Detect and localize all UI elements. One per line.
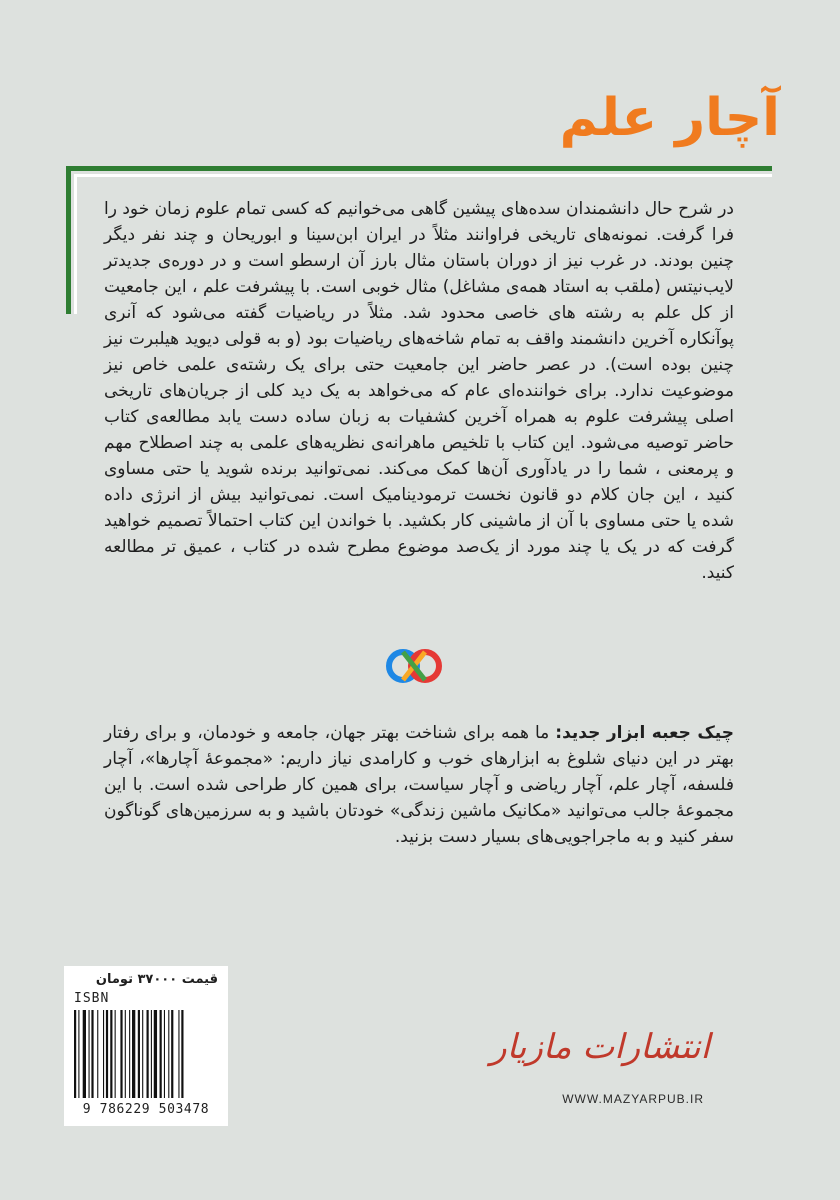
frame-line-top xyxy=(66,166,772,171)
isbn-digits: 9 786229 503478 xyxy=(82,1102,210,1117)
frame-line-top-inner xyxy=(74,174,772,177)
frame-line-left-inner xyxy=(74,174,77,314)
barcode-icon xyxy=(72,1010,220,1098)
publisher-name: انتشارات مازیار xyxy=(490,1027,710,1067)
series-lead: چیک جعبه ابزار جدید: xyxy=(555,723,734,743)
isbn-label: ISBN xyxy=(74,991,110,1006)
series-description xyxy=(104,720,734,850)
series-body: ما همه برای شناخت بهتر جهان، جامعه و خودمان، و برای رفتار بهتر در این دنیای شلوغ به ابزارهای خوب و کارامدی نیاز داریم: «مجموعهٔ آچارها»، آچار فلسفه، آچار علم، آچار ریاضی و آچار سیاست، برای همین کار طراحی شده است. با این مجموعهٔ جالب می‌توانید «مکانیک ماشین زندگی» خودتان باشید و به سرزمین‌های گوناگون سفر کنید و به ماجراجویی‌های بسیار دست بزنید. xyxy=(104,723,734,847)
barcode-panel xyxy=(64,966,228,1126)
frame-line-left xyxy=(66,166,71,314)
price-label: قیمت ۳۷۰۰۰ تومان xyxy=(95,972,218,987)
book-title: آچار علم xyxy=(559,88,780,148)
publisher-website: WWW.MAZYARPUB.IR xyxy=(562,1092,704,1106)
publisher-logo-icon xyxy=(383,646,445,686)
blurb-text: در شرح حال دانشمندان سده‌های پیشین گاهی می‌خوانیم که کسی تمام علوم زمان خود را فرا گرفت. نمونه‌های تاریخی فراوانند مثلاً در ایران ابن‌سینا و ابوریحان و چند نفر دیگر چنین بودند. در غرب نیز از دوران باستان مثال بارز آن ارسطو است و در دوره‌ی جدیدتر لایب‌نیتس (ملقب به استاد همه‌ی مشاغل) مثال خوبی است. با پیشرفت علم ، این جامعیت از کل علم به رشته های خاصی محدود شد. مثلاً در ریاضیات گفته می‌شود که آنری پوآنکاره آخرین دانشمند واقف به تمام شاخه‌های ریاضیات بود (و به قولی دیوید هیلبرت نیز چنین بوده است). در عصر حاضر این جامعیت حتی برای یک رشته‌ی علمی خاص نیز موضوعیت ندارد. برای خواننده‌ای عام که می‌خواهد به یک دید کلی از جریان‌های تاریخی اصلی پیشرفت علوم به همراه آخرین کشفیات به زبان ساده دست یابد مطالعه‌ی کتاب حاضر توصیه می‌شود. این کتاب با تلخیص ماهرانه‌ی نظریه‌های علمی به چند اصطلاح مهم و پرمعنی ، شما را در یادآوری آن‌ها کمک می‌کند. نمی‌توانید برنده شوید یا حتی مساوی کنید ، این جان کلام دو قانون نخست ترمودینامیک است. نمی‌توانید بیش از انرژی داده شده یا حتی مساوی با آن از ماشینی کار بکشید. با خواندن این کتاب احتمالاً تصمیم خواهید گرفت که در یک یا چند مورد از یک‌صد موضوع مطرح شده در کتاب ، عمیق تر مطالعه کنید. xyxy=(104,199,734,583)
